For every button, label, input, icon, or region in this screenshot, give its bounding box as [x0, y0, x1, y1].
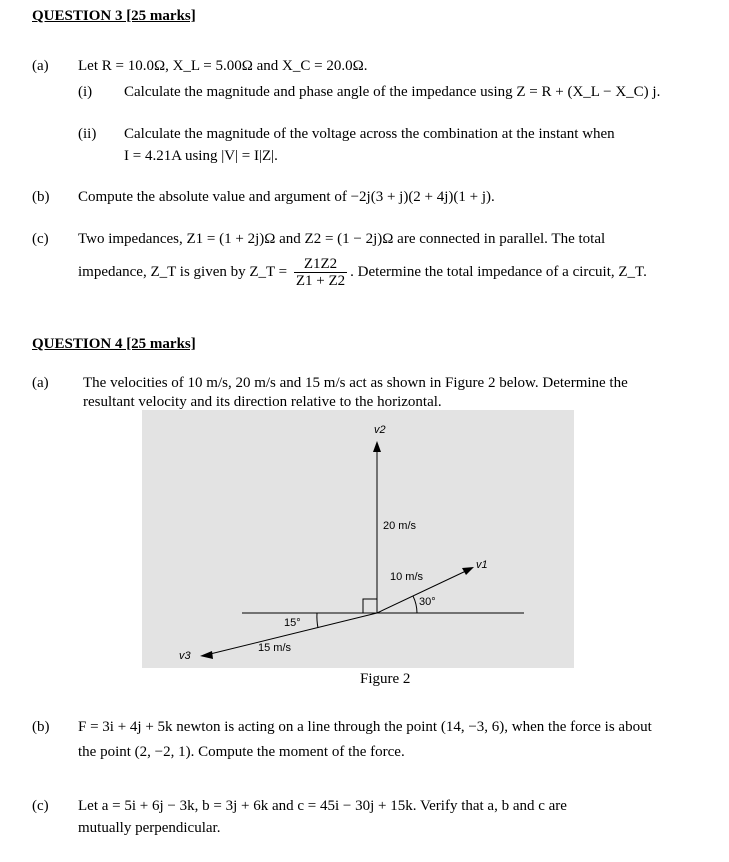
- fraction-numerator: Z1Z2: [294, 256, 347, 273]
- q3-part-c-line2-post: . Determine the total impedance of a circuit, Z_T.: [350, 263, 647, 280]
- velocity-diagram: [142, 410, 574, 668]
- q3-part-a-i-text: Calculate the magnitude and phase angle of the impedance using Z = R + (X_L − X_C) j.: [124, 84, 661, 100]
- figure-caption: Figure 2: [360, 671, 411, 687]
- v3-arrowhead: [200, 651, 213, 659]
- q3-part-a-ii-label: (ii): [78, 126, 97, 142]
- q4-part-b-line1: F = 3i + 4j + 5k newton is acting on a line through the point (14, −3, 6), when the force is about: [78, 719, 652, 735]
- q3-part-b-label: (b): [32, 189, 50, 205]
- q4-part-b-line2: the point (2, −2, 1). Compute the moment of the force.: [78, 744, 405, 760]
- q4-part-c-line1: Let a = 5i + 6j − 3k, b = 3j + 6k and c = 45i − 30j + 15k. Verify that a, b and c are: [78, 798, 567, 814]
- right-angle-marker: [363, 599, 377, 613]
- v2-arrowhead: [373, 441, 381, 452]
- q4-part-c-label: (c): [32, 798, 49, 814]
- angle-15-label: 15°: [284, 617, 301, 629]
- q3-part-a-given: Let R = 10.0Ω, X_L = 5.00Ω and X_C = 20.0Ω.: [78, 58, 368, 74]
- question-4-heading: QUESTION 4 [25 marks]: [32, 336, 196, 352]
- q3-part-a-i-label: (i): [78, 84, 93, 100]
- speed-10-label: 10 m/s: [390, 571, 424, 583]
- q4-part-a-line2: resultant velocity and its direction relative to the horizontal.: [83, 394, 442, 410]
- angle-15-arc: [317, 613, 318, 628]
- q3-part-c-line1: Two impedances, Z1 = (1 + 2j)Ω and Z2 = (1 − 2j)Ω are connected in parallel. The total: [78, 231, 606, 247]
- q3-part-a-ii-line1: Calculate the magnitude of the voltage across the combination at the instant when: [124, 126, 615, 142]
- q3-part-a-ii-line2: I = 4.21A using |V| = I|Z|.: [124, 148, 278, 164]
- q3-part-c-line2: [78, 256, 647, 289]
- angle-30-arc: [413, 596, 417, 613]
- q3-part-a-label: (a): [32, 58, 49, 74]
- v1-label: v1: [476, 559, 488, 571]
- q3-part-c-label: (c): [32, 231, 49, 247]
- angle-30-label: 30°: [419, 596, 436, 608]
- speed-20-label: 20 m/s: [383, 520, 417, 532]
- fraction-denominator: Z1 + Z2: [295, 273, 346, 289]
- q4-part-c-line2: mutually perpendicular.: [78, 820, 221, 836]
- speed-15-label: 15 m/s: [258, 642, 292, 654]
- q3-part-b-text: Compute the absolute value and argument of −2j(3 + j)(2 + 4j)(1 + j).: [78, 189, 495, 205]
- v2-label: v2: [374, 424, 386, 436]
- q4-part-a-line1: The velocities of 10 m/s, 20 m/s and 15 m/s act as shown in Figure 2 below. Determine the: [83, 375, 628, 391]
- impedance-fraction: [294, 256, 347, 289]
- q4-part-b-label: (b): [32, 719, 50, 735]
- v1-arrowhead: [462, 567, 474, 575]
- question-3-heading: QUESTION 3 [25 marks]: [32, 8, 196, 24]
- figure-2: [142, 410, 574, 668]
- q4-part-a-label: (a): [32, 375, 49, 391]
- q3-part-c-line2-pre: impedance, Z_T is given by Z_T =: [78, 263, 291, 280]
- v3-label: v3: [179, 650, 191, 662]
